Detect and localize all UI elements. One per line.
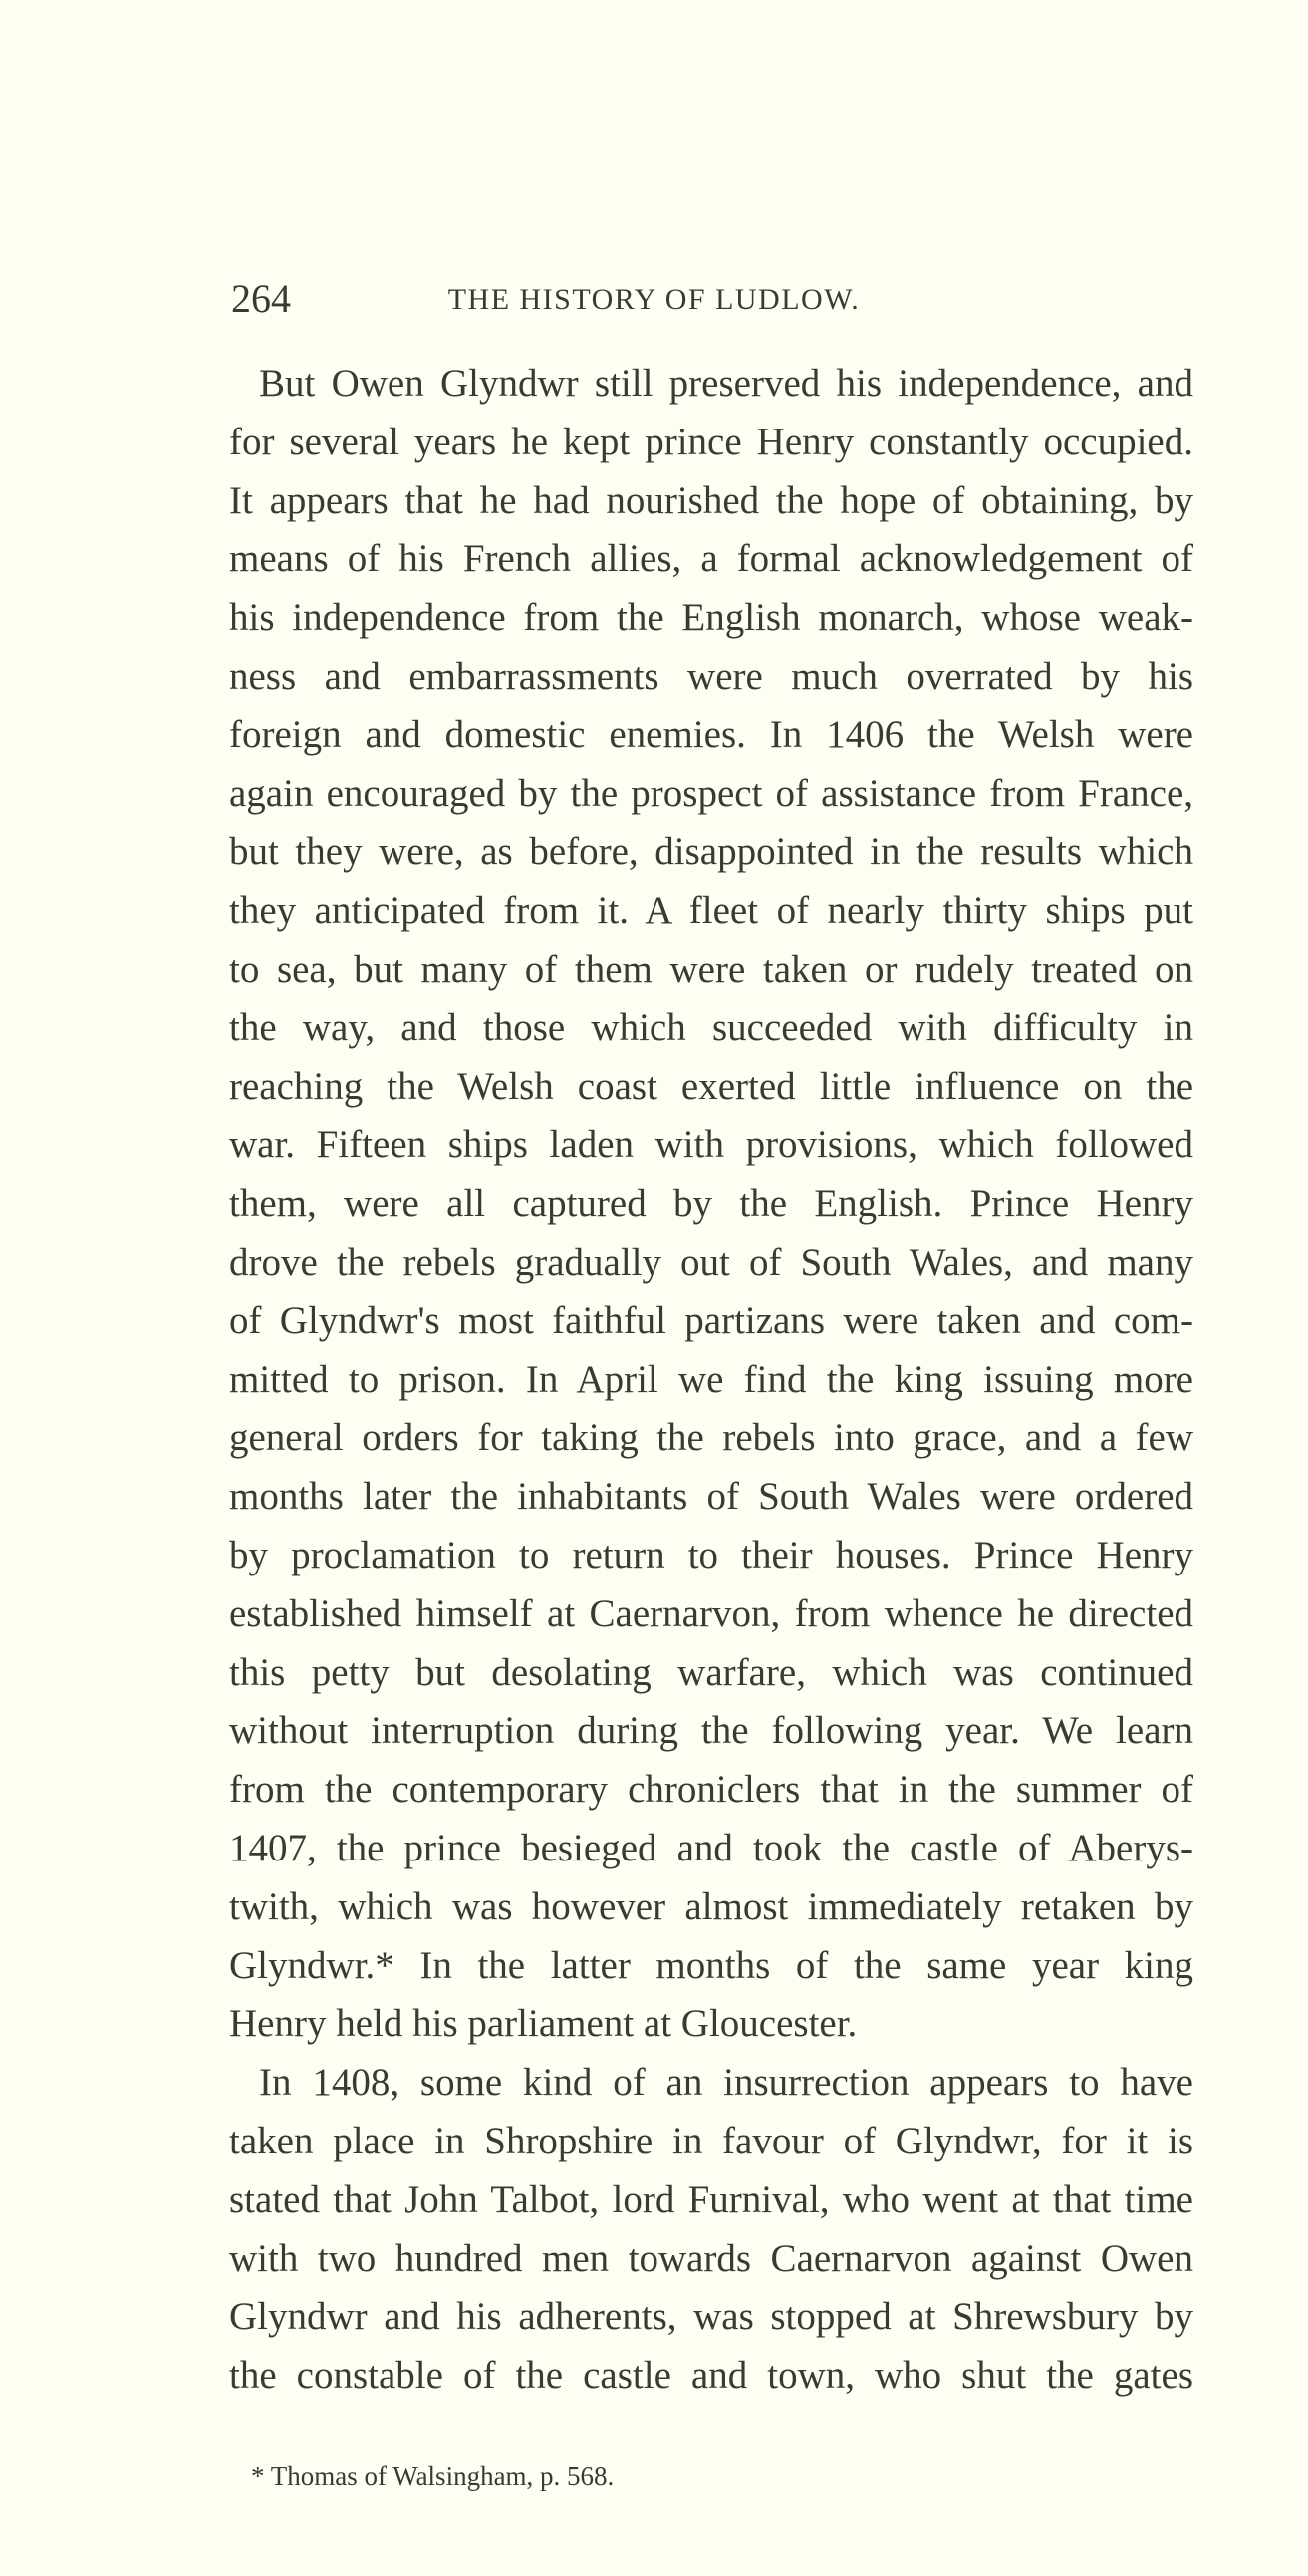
text-line: general orders for taking the rebels into grace, and a few xyxy=(229,1416,1193,1460)
text-line: with two hundred men towards Caernarvon against Owen xyxy=(229,2236,1193,2280)
text-line: stated that John Talbot, lord Furnival, who went at that time xyxy=(229,2177,1193,2221)
text-line: months later the inhabitants of South Wales were ordered xyxy=(229,1475,1193,1519)
text-line: reaching the Welsh coast exerted little influence on the xyxy=(229,1064,1193,1108)
text-line: this petty but desolating warfare, which was continued xyxy=(229,1650,1193,1694)
page-number: 264 xyxy=(231,276,291,321)
text-line: means of his French allies, a formal acknowledgement of xyxy=(229,537,1193,581)
text-line: again encouraged by the prospect of assistance from France, xyxy=(229,771,1193,815)
text-line: ness and embarrassments were much overrated by his xyxy=(229,654,1193,698)
text-line: In 1408, some kind of an insurrection appears to have xyxy=(259,2061,1193,2105)
text-line: his independence from the English monarch, whose weak- xyxy=(229,596,1193,640)
text-line: It appears that he had nourished the hope of obtaining, by xyxy=(229,478,1193,522)
text-line: without interruption during the following year. We learn xyxy=(229,1709,1193,1753)
text-line: But Owen Glyndwr still preserved his independence, and xyxy=(259,362,1193,405)
text-line: Glyndwr.* In the latter months of the same year king xyxy=(229,1943,1193,1987)
text-line: Henry held his parliament at Gloucester. xyxy=(229,2002,858,2046)
text-line: from the contemporary chroniclers that in the summer of xyxy=(229,1768,1193,1812)
text-line: Glyndwr and his adherents, was stopped at Shrewsbury by xyxy=(229,2295,1193,2339)
text-line: war. Fifteen ships laden with provisions, which followed xyxy=(229,1123,1193,1167)
text-line: drove the rebels gradually out of South Wales, and many xyxy=(229,1240,1193,1284)
text-line: the way, and those which succeeded with difficulty in xyxy=(229,1005,1193,1049)
text-line: by proclamation to return to their houses. Prince Henry xyxy=(229,1533,1193,1576)
text-line: of Glyndwr's most faithful partizans were taken and com- xyxy=(229,1298,1193,1342)
text-line: foreign and domestic enemies. In 1406 the Welsh were xyxy=(229,713,1193,756)
text-line: 1407, the prince besieged and took the castle of Aberys- xyxy=(229,1826,1193,1869)
text-line: taken place in Shropshire in favour of Glyndwr, for it is xyxy=(229,2119,1193,2162)
text-line: they anticipated from it. A fleet of nearly thirty ships put xyxy=(229,889,1193,933)
text-line: them, were all captured by the English. Prince Henry xyxy=(229,1182,1193,1226)
text-line: but they were, as before, disappointed in the results which xyxy=(229,830,1193,874)
text-line: to sea, but many of them were taken or rudely treated on xyxy=(229,947,1193,991)
body-text xyxy=(229,355,1193,2406)
running-title: THE HISTORY OF LUDLOW. xyxy=(447,283,861,316)
footnote: * Thomas of Walsingham, p. 568. xyxy=(251,2461,615,2491)
text-line: established himself at Caernarvon, from whence he directed xyxy=(229,1591,1193,1635)
text-line: twith, which was however almost immediately retaken by xyxy=(229,1884,1193,1928)
text-line: mitted to prison. In April we find the king issuing more xyxy=(229,1357,1193,1401)
text-line: the constable of the castle and town, who shut the gates xyxy=(229,2354,1193,2398)
text-line: for several years he kept prince Henry constantly occupied. xyxy=(229,420,1193,463)
